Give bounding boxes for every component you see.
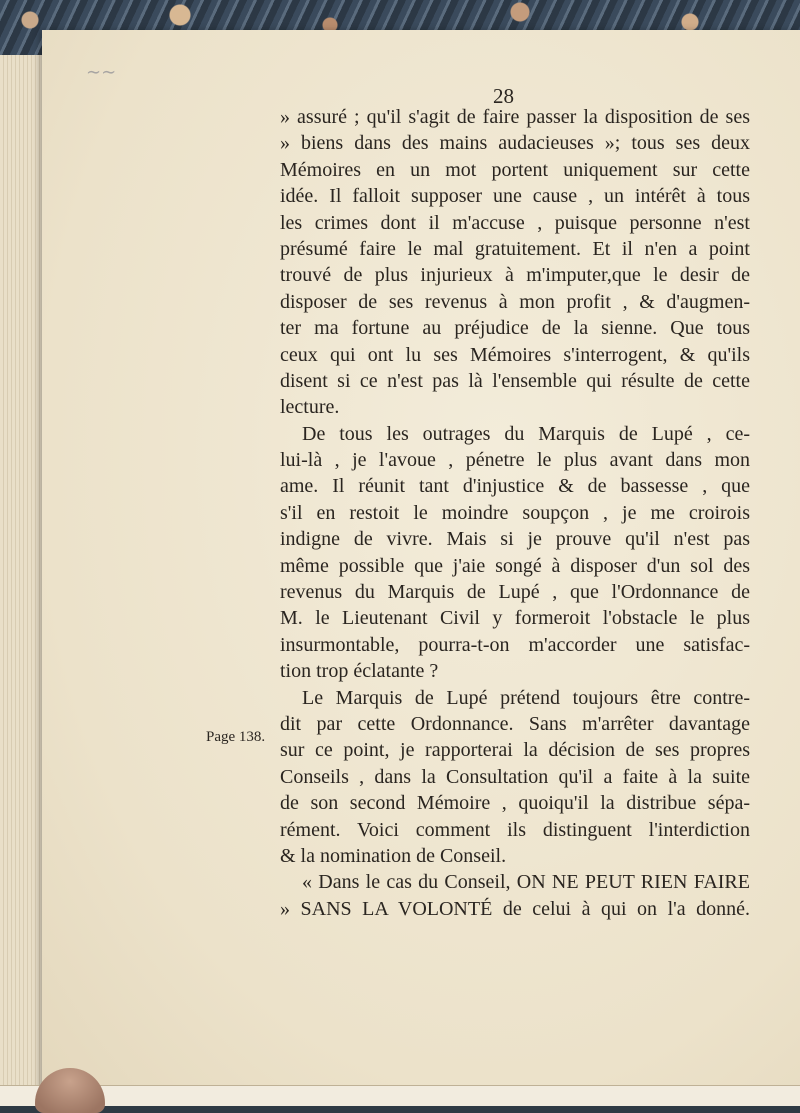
text-line: de son second Mémoire , quoiqu'il la distribue sépa- xyxy=(280,792,750,815)
text-line: lui-là , je l'avoue , pénetre le plus avant dans mon xyxy=(280,449,750,472)
text-line: même possible que j'aie songé à disposer d'un sol des xyxy=(280,554,750,577)
text-line: s'il en restoit le moindre soupçon , je me croirois xyxy=(280,501,750,524)
text-line: ter ma fortune au préjudice de la sienne. Que tous xyxy=(280,317,750,340)
page-number: 28 xyxy=(493,84,514,108)
text-line: lecture. xyxy=(280,396,340,419)
text-line: tion trop éclatante ? xyxy=(280,660,439,683)
margin-note: Page 138. xyxy=(206,729,266,745)
text-line: revenus du Marquis de Lupé , que l'Ordonnance de xyxy=(280,581,750,604)
text-line: » biens dans des mains audacieuses »; tous ses deux xyxy=(280,132,750,155)
text-line: rément. Voici comment ils distinguent l'interdiction xyxy=(280,818,750,841)
text-line: trouvé de plus injurieux à m'imputer,que le desir de xyxy=(280,264,750,287)
text-line: sur ce point, je rapporterai la décision de ses propres xyxy=(280,739,750,762)
text-line: Conseils , dans la Consultation qu'il a faite à la suite xyxy=(280,765,750,788)
text-line: » assuré ; qu'il s'agit de faire passer la disposition de ses xyxy=(280,106,750,128)
text-line: Le Marquis de Lupé prétend toujours être contre- xyxy=(302,686,750,709)
text-line: « Dans le cas du Conseil, ON NE PEUT RIEN FAIRE xyxy=(302,871,750,894)
text-line: dit par cette Ordonnance. Sans m'arrêter davantage xyxy=(280,712,750,735)
text-line: disent si ce n'est pas là l'ensemble qui résulte de cette xyxy=(280,369,750,392)
body-text xyxy=(280,104,750,922)
pencil-mark: ∼∼ xyxy=(86,62,117,82)
text-line: Mémoires en un mot portent uniquement sur cette xyxy=(280,158,750,181)
text-line: De tous les outrages du Marquis de Lupé , ce- xyxy=(302,422,750,445)
bottom-page-edge xyxy=(0,1085,800,1106)
text-line: M. le Lieutenant Civil y formeroit l'obstacle le plus xyxy=(280,607,750,630)
text-line: ceux qui ont lu ses Mémoires s'interrogent, & qu'ils xyxy=(280,343,750,366)
text-line: présumé faire le mal gratuitement. Et il n'en a point xyxy=(280,237,750,260)
text-line: » SANS LA VOLONTÉ de celui à qui on l'a donné. xyxy=(280,897,750,920)
text-line: & la nomination de Conseil. xyxy=(280,844,507,867)
text-line: idée. Il falloit supposer une cause , un intérêt à tous xyxy=(280,185,750,208)
text-line: disposer de ses revenus à mon profit , & d'augmen- xyxy=(280,290,750,313)
text-line: insurmontable, pourra-t-on m'accorder une satisfac- xyxy=(280,633,750,656)
text-line: ame. Il réunit tant d'injustice & de bassesse , que xyxy=(280,475,750,498)
text-line: indigne de vivre. Mais si je prouve qu'il n'est pas xyxy=(280,528,750,551)
text-line: les crimes dont il m'accuse , puisque personne n'est xyxy=(280,211,750,234)
